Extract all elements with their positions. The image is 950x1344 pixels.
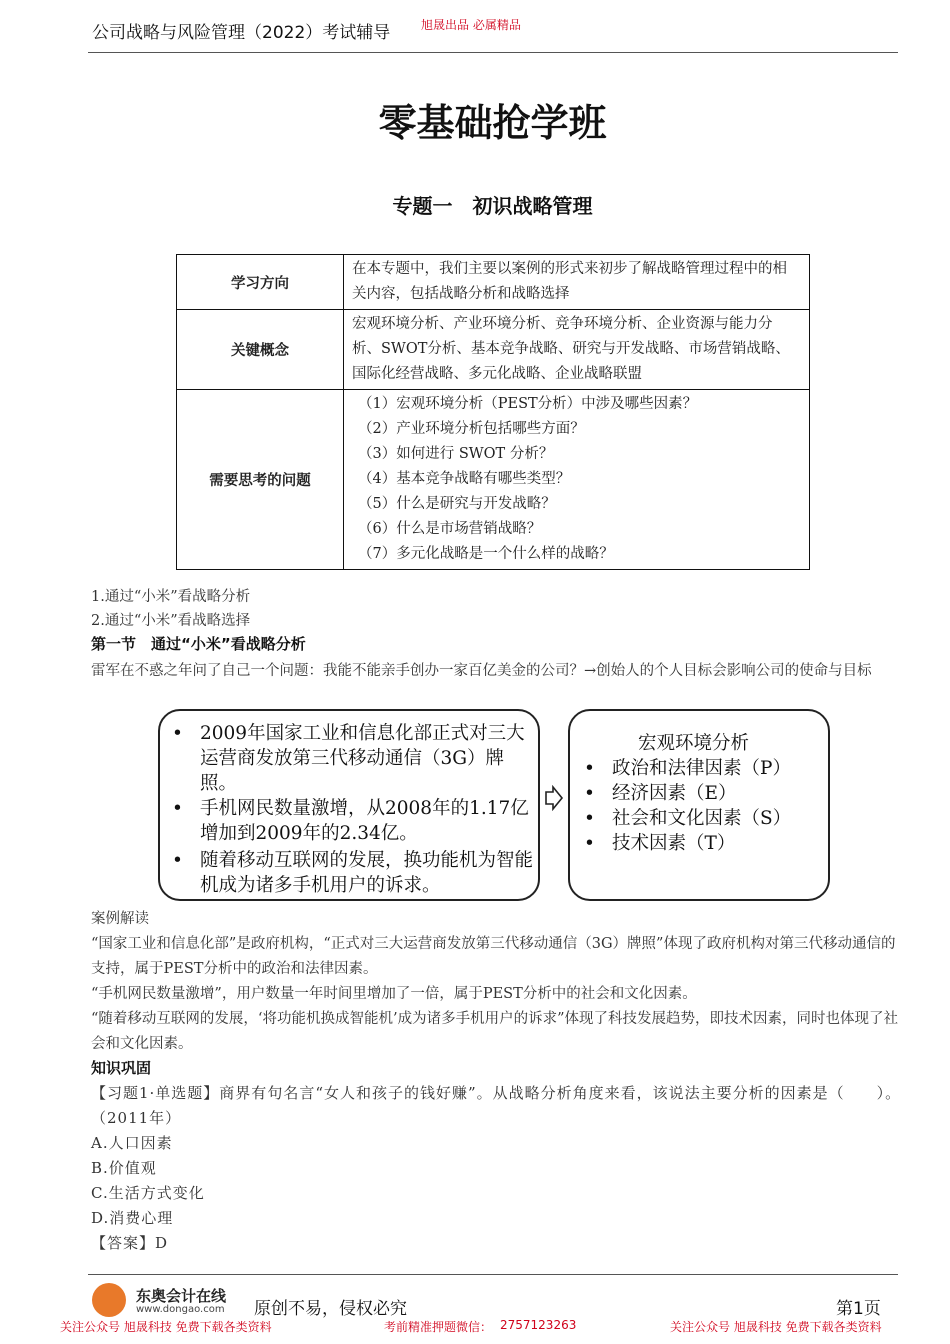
row-label: 需要思考的问题	[177, 390, 344, 570]
exercise-stem: 【习题1·单选题】商界有句名言“女人和孩子的钱好赚”。从战略分析角度来看，该说法主要分析的因素是（ ）。（2011年）	[91, 1084, 902, 1127]
section-title: 第一节 通过“小米”看战略分析	[91, 635, 306, 653]
bottom-note-center: 考前精准押题微信：	[384, 1320, 493, 1334]
page-title: 零基础抢学班	[378, 101, 607, 145]
case-facts-box	[158, 709, 540, 901]
option-d: D.消费心理	[91, 1209, 174, 1227]
table-row	[177, 310, 810, 390]
answer: 【答案】D	[91, 1234, 169, 1252]
bullet-item: • 随着移动互联网的发展，换功能机为智能机成为诸多手机用户的诉求。	[172, 850, 534, 896]
pest-analysis-box	[568, 709, 830, 901]
bullet-icon: •	[584, 783, 595, 804]
bullet-item: • 2009年国家工业和信息化部正式对三大运营商发放第三代移动通信（3G）牌照。	[172, 723, 525, 794]
bottom-note-right: 关注公众号 旭晟科技 免费下载各类资料	[670, 1320, 882, 1334]
pest-title: 宏观环境分析	[638, 733, 750, 754]
knowledge-title: 知识巩固	[91, 1059, 152, 1077]
question-item: （2）产业环境分析包括哪些方面？	[358, 421, 585, 437]
table-row	[177, 255, 810, 310]
page-subtitle: 专题一 初识战略管理	[392, 194, 593, 218]
outline-item: 1.通过“小米”看战略分析	[91, 589, 251, 605]
bullet-item: • 政治和法律因素（P）	[584, 758, 791, 779]
bottom-note-left: 关注公众号 旭晟科技 免费下载各类资料	[60, 1320, 272, 1334]
topic-overview-table	[176, 254, 810, 570]
footer-divider	[88, 1274, 898, 1275]
bullet-icon: •	[172, 798, 183, 819]
bullet-icon: •	[584, 758, 595, 779]
bottom-wechat: 2757123263	[500, 1318, 577, 1332]
page-number: 第1页	[836, 1299, 881, 1319]
bullet-item: • 经济因素（E）	[584, 783, 737, 804]
row-content: 在本专题中，我们主要以案例的形式来初步了解战略管理过程中的相关内容，包括战略分析和战略选择	[344, 255, 810, 310]
question-item: （4）基本竞争战略有哪些类型？	[358, 471, 571, 487]
case-paragraph: “手机网民数量激增”，用户数量一年时间里增加了一倍，属于PEST分析中的社会和文化因素。	[91, 986, 697, 1002]
table-row	[177, 390, 810, 570]
bullet-icon: •	[172, 850, 183, 871]
question-item: （3）如何进行 SWOT 分析？	[358, 446, 554, 462]
question-item: （6）什么是市场营销战略？	[358, 521, 542, 537]
header-tag: 旭晟出品 必属精品	[421, 18, 521, 32]
bullet-item: • 手机网民数量激增，从2008年的1.17亿增加到2009年的2.34亿。	[172, 798, 529, 844]
question-list	[344, 390, 810, 570]
bullet-item: • 社会和文化因素（S）	[584, 808, 792, 829]
case-paragraph: “随着移动互联网的发展，‘将功能机换成智能机’成为诸多手机用户的诉求”体现了科技发展趋势，即技术因素，同时也体现了社会和文化因素。	[91, 1011, 899, 1052]
header-title: 公司战略与风险管理（2022）考试辅导	[92, 23, 391, 43]
bullet-icon: •	[172, 723, 183, 744]
row-label: 学习方向	[177, 255, 344, 310]
option-a: A.人口因素	[91, 1134, 173, 1152]
row-content: 宏观环境分析、产业环境分析、竞争环境分析、企业资源与能力分析、SWOT分析、基本竞争战略、研究与开发战略、市场营销战略、国际化经营战略、多元化战略、企业战略联盟	[344, 310, 810, 390]
logo-url: www.dongao.com	[136, 1304, 225, 1315]
option-b: B.价值观	[91, 1159, 157, 1177]
arrow-right-icon	[544, 785, 564, 815]
question-item: （5）什么是研究与开发战略？	[358, 496, 556, 512]
copyright-slogan: 原创不易，侵权必究	[254, 1299, 407, 1319]
outline-item: 2.通过“小米”看战略选择	[91, 613, 251, 629]
logo-icon	[92, 1283, 126, 1317]
bullet-icon: •	[584, 833, 595, 854]
bullet-icon: •	[584, 808, 595, 829]
intro-paragraph: 雷军在不惑之年问了自己一个问题：我能不能亲手创办一家百亿美金的公司？→创始人的个人目标会影响公司的使命与目标	[91, 663, 872, 679]
question-item: （1）宏观环境分析（PEST分析）中涉及哪些因素？	[358, 396, 698, 412]
case-title: 案例解读	[91, 911, 149, 927]
option-c: C.生活方式变化	[91, 1184, 205, 1202]
question-item: （7）多元化战略是一个什么样的战略？	[358, 546, 614, 562]
header-divider	[88, 52, 898, 53]
logo-name: 东奥会计在线	[136, 1287, 227, 1305]
case-paragraph: “国家工业和信息化部”是政府机构，“正式对三大运营商发放第三代移动通信（3G）牌照”体现了政府机构对第三代移动通信的支持，属于PEST分析中的政治和法律因素。	[91, 936, 896, 977]
row-label: 关键概念	[177, 310, 344, 390]
bullet-item: • 技术因素（T）	[584, 833, 736, 854]
